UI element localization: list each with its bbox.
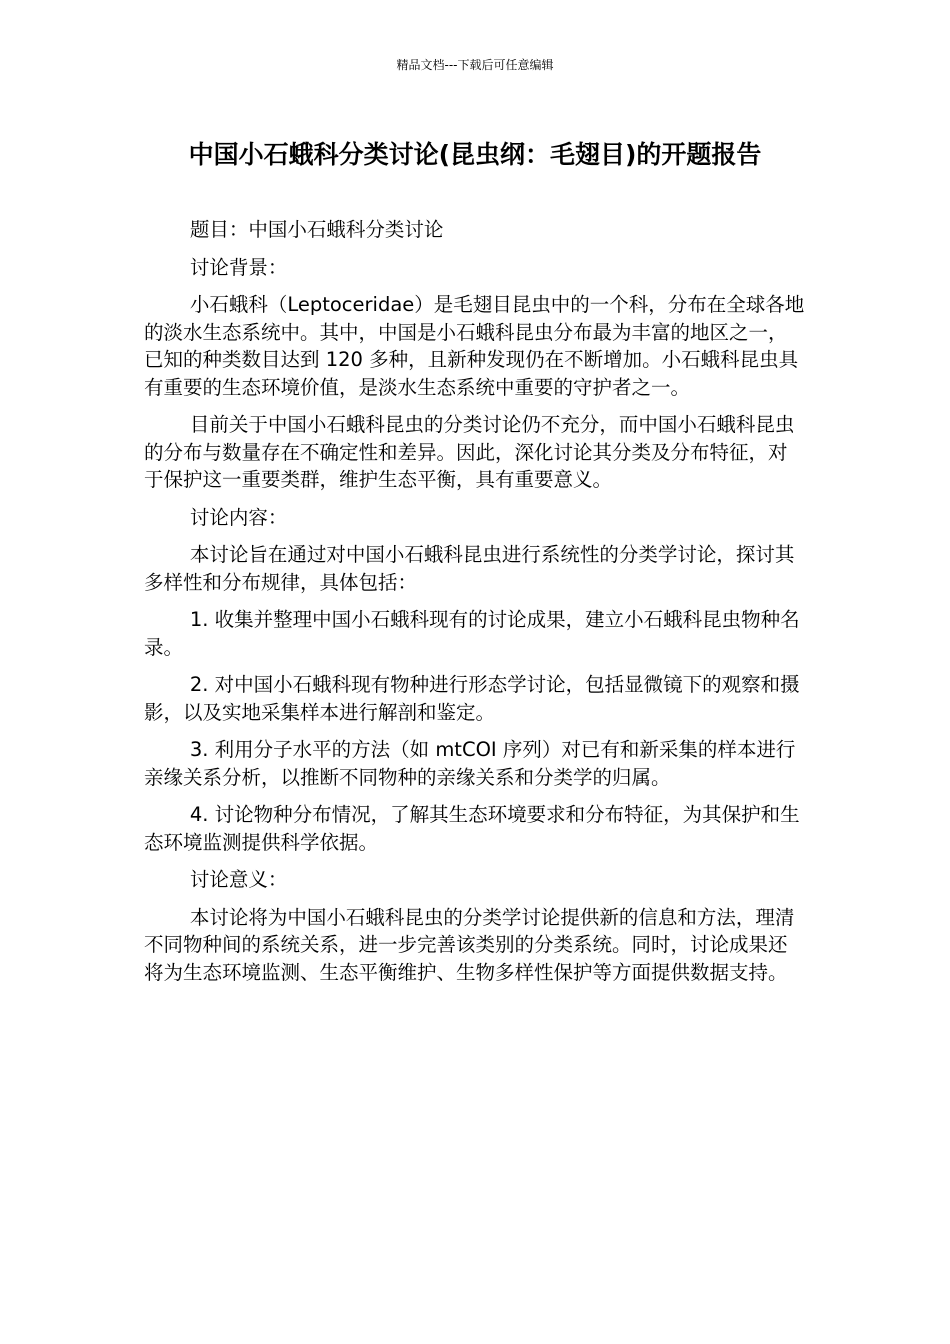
background-paragraph-1: 小石蛾科（Leptoceridae）是毛翅目昆虫中的一个科，分布在全球各地的淡水生态系统中。其中，中国是小石蛾科昆虫分布最为丰富的地区之一，已知的种类数目达到 120 多种，且新种发现仍在不断增加。小石蛾科昆虫具有重要的生态环境价值，是淡水生态系统中重要的守护者之一。 [144, 293, 805, 399]
document-body [144, 216, 806, 996]
content-label: 讨论内容： [189, 505, 288, 529]
topic-line: 题目：中国小石蛾科分类讨论 [189, 218, 444, 241]
page-header-watermark: 精品文档---下载后可任意编辑 [396, 58, 554, 72]
content-item-4: 4. 讨论物种分布情况，了解其生态环境要求和分布特征，为其保护和生态环境监测提供科学依据。 [144, 803, 800, 854]
content-item-1: 1. 收集并整理中国小石蛾科现有的讨论成果，建立小石蛾科昆虫物种名录。 [144, 608, 800, 659]
significance-label: 讨论意义： [189, 868, 288, 891]
background-paragraph-2: 目前关于中国小石蛾科昆虫的分类讨论仍不充分，而中国小石蛾科昆虫的分布与数量存在不确定性和差异。因此，深化讨论其分类及分布特征，对于保护这一重要类群，维护生态平衡，具有重要意义。 [144, 413, 795, 491]
significance-paragraph: 本讨论将为中国小石蛾科昆虫的分类学讨论提供新的信息和方法，理清不同物种间的系统关系，进一步完善该类别的分类系统。同时，讨论成果还将为生态环境监测、生态平衡维护、生物多样性保护等方面提供数据支持。 [144, 905, 795, 984]
content-item-3: 3. 利用分子水平的方法（如 mtCOI 序列）对已有和新采集的样本进行亲缘关系分析，以推断不同物种的亲缘关系和分类学的归属。 [144, 738, 796, 789]
background-label: 讨论背景： [189, 255, 288, 279]
content-intro-paragraph: 本讨论旨在通过对中国小石蛾科昆虫进行系统性的分类学讨论，探讨其多样性和分布规律，具体包括： [144, 543, 795, 594]
document-title: 中国小石蛾科分类讨论(昆虫纲：毛翅目)的开题报告 [188, 140, 762, 169]
content-item-2: 2. 对中国小石蛾科现有物种进行形态学讨论，包括显微镜下的观察和摄影，以及实地采集样本进行解剖和鉴定。 [144, 673, 800, 724]
